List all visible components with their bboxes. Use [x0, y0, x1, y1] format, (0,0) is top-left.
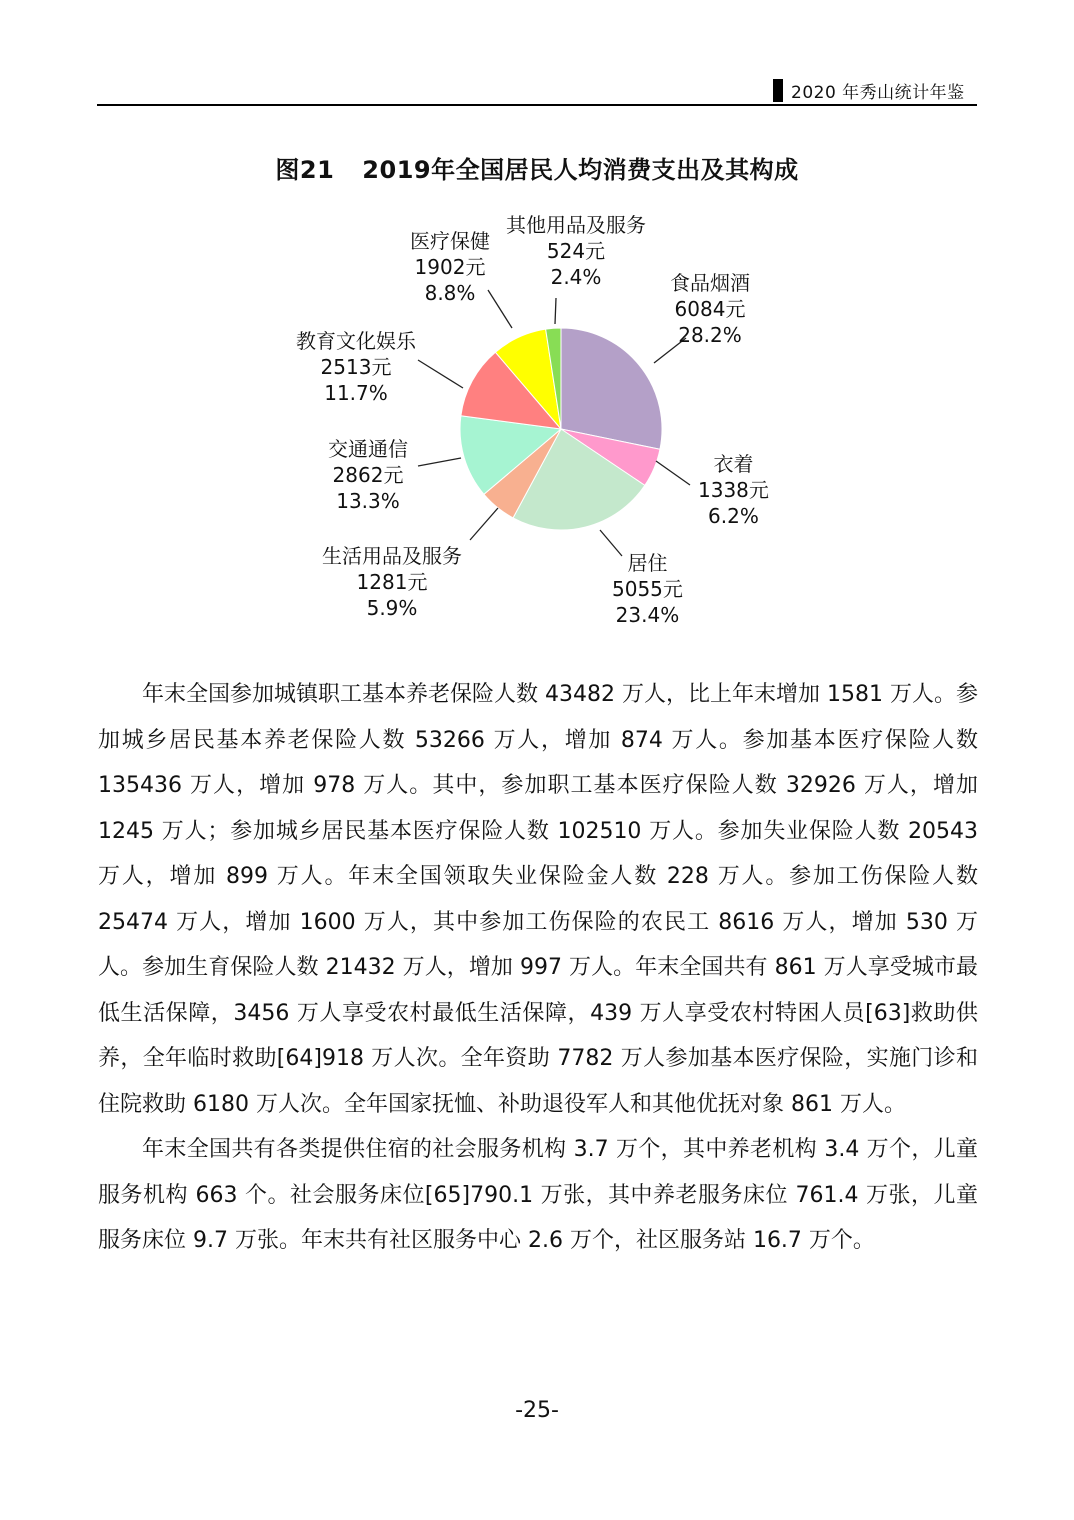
pie-label-household — [322, 543, 462, 621]
pie-label-amount: 6084元 — [674, 297, 746, 321]
header-marker — [773, 79, 783, 102]
pie-label-amount: 2862元 — [332, 463, 404, 487]
pie-label-percent: 13.3% — [336, 489, 400, 513]
pie-label-amount: 2513元 — [320, 355, 392, 379]
pie-label-name: 交通通信 — [328, 437, 408, 461]
paragraph: 年末全国参加城镇职工基本养老保险人数 43482 万人，比上年末增加 1581 万人。参加城乡居民基本养老保险人数 53266 万人，增加 874 万人。参加基本医疗保险人数 135436 万人，增加 978 万人。其中，参加职工基本医疗保险人数 32926 万人，增加 1245 万人；参加城乡居民基本医疗保险人数 102510 万人。参加失业保险人数 20543 万人，增加 899 万人。年末全国领取失业保险金人数 228 万人。参加工伤保险人数 25474 万人，增加 1600 万人，其中参加工伤保险的农民工 8616 万人，增加 530 万人。参加生育保险人数 21432 万人，增加 997 万人。年末全国共有 861 万人享受城市最低生活保障，3456 万人享受农村最低生活保障，439 万人享受农村特困人员[63]救助供养，全年临时救助[64]918 万人次。全年资助 7782 万人参加基本医疗保险，实施门诊和住院救助 6180 万人次。全年国家抚恤、补助退役军人和其他优抚对象 861 万人。 — [98, 682, 978, 1117]
pie-label-name: 其他用品及服务 — [506, 213, 646, 237]
pie-label-percent: 2.4% — [550, 265, 602, 289]
leader-line-other — [555, 298, 556, 324]
pie-label-other — [506, 212, 646, 290]
pie-label-percent: 8.8% — [424, 281, 476, 305]
pie-label-name: 衣着 — [713, 452, 754, 476]
figure-number: 图21 — [275, 156, 335, 184]
pie-label-percent: 5.9% — [366, 596, 418, 620]
pie-label-amount: 5055元 — [612, 577, 683, 601]
pie-label-clothing — [698, 451, 769, 529]
pie-label-percent: 23.4% — [615, 603, 680, 627]
header-title: 2020 年秀山统计年鉴 — [791, 83, 965, 103]
pie-label-housing — [612, 550, 683, 628]
pie-label-amount: 524元 — [546, 239, 606, 263]
pie-slice-food — [561, 328, 662, 449]
pie-label-percent: 6.2% — [708, 504, 759, 528]
pie-label-name: 教育文化娱乐 — [296, 329, 416, 353]
pie-label-name: 食品烟酒 — [670, 271, 750, 295]
pie-label-medical — [410, 228, 490, 306]
figure-caption: 2019年全国居民人均消费支出及其构成 — [362, 156, 799, 184]
pie-label-percent: 11.7% — [324, 381, 388, 405]
page-number: -25- — [515, 1398, 559, 1423]
pie-label-name: 生活用品及服务 — [322, 544, 462, 568]
leader-line-education — [418, 360, 463, 388]
paragraph: 年末全国共有各类提供住宿的社会服务机构 3.7 万个，其中养老机构 3.4 万个，儿童服务机构 663 个。社会服务床位[65]790.1 万张，其中养老服务床位 761.4 万张，儿童服务床位 9.7 万张。年末共有社区服务中心 2.6 万个，社区服务站 16.7 万个。 — [98, 1137, 978, 1253]
leader-line-transport — [418, 458, 461, 466]
pie-label-amount: 1338元 — [698, 478, 769, 502]
pie-label-name: 医疗保健 — [410, 229, 490, 253]
body-text — [98, 672, 978, 1264]
pie-label-name: 居住 — [627, 551, 668, 575]
figure-title — [0, 150, 1074, 185]
leader-line-clothing — [656, 461, 690, 485]
leader-line-household — [470, 508, 498, 540]
pie-label-education — [296, 328, 416, 406]
page-header — [97, 74, 977, 106]
pie-label-amount: 1902元 — [414, 255, 486, 279]
pie-label-percent: 28.2% — [678, 323, 742, 347]
pie-label-transport — [328, 436, 408, 514]
pie-label-amount: 1281元 — [356, 570, 428, 594]
leader-line-medical — [488, 290, 512, 328]
pie-label-food — [670, 270, 750, 348]
